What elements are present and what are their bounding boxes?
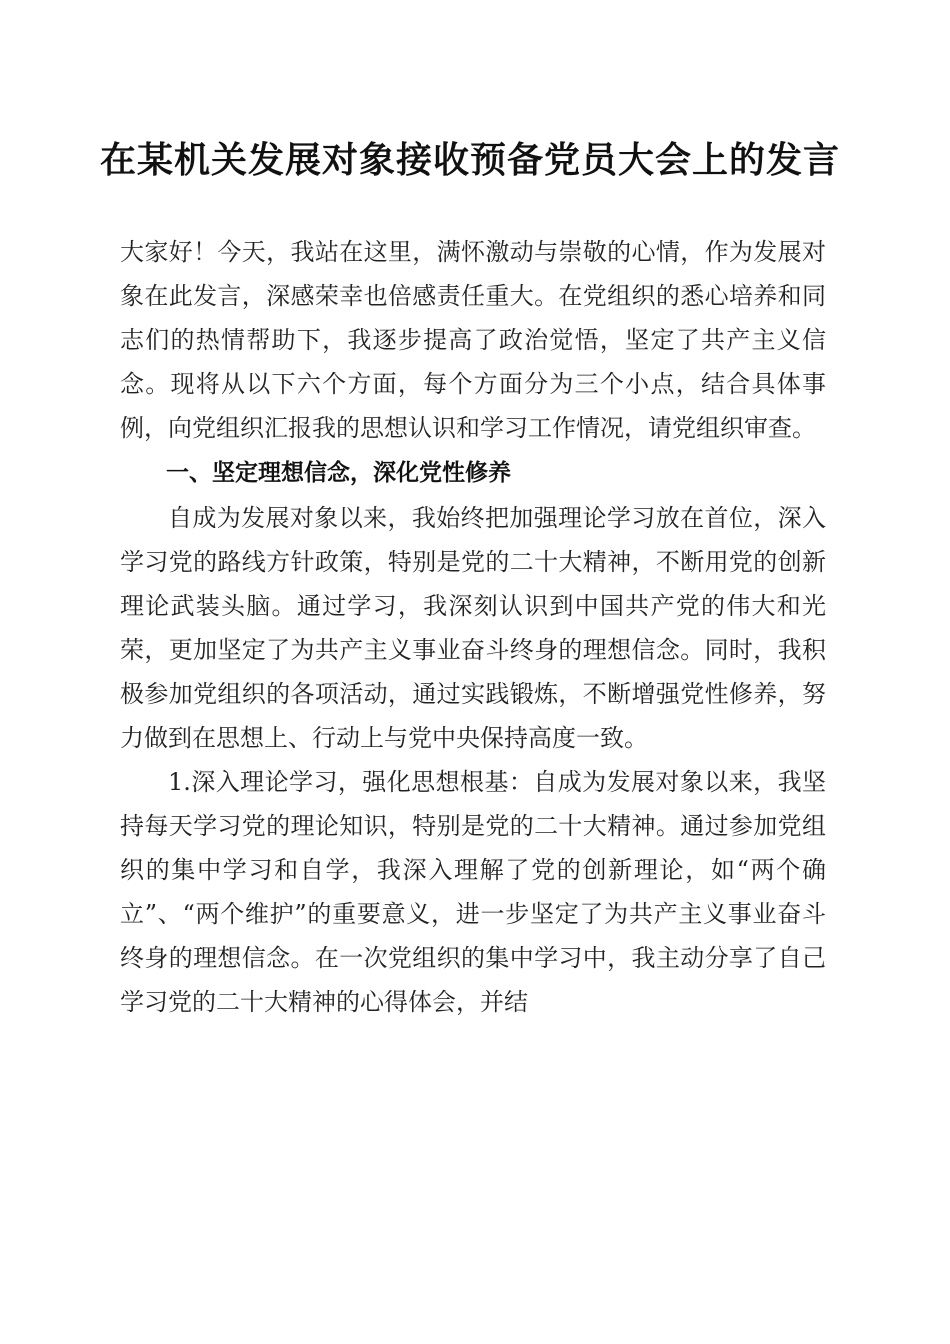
point-paragraph: 1.深入理论学习，强化思想根基：自成为发展对象以来，我坚持每天学习党的理论知识，特别是党的二十大精神。通过参加党组织的集中学习和自学，我深入理解了党的创新理论，如“两个确立”、“两个维护”的重要意义，进一步坚定了为共产主义事业奋斗终身的理想信念。在一次党组织的集中学习中，我主动分享了自己学习党的二十大精神的心得体会，并结 [120,768,826,1016]
section-heading: 一、坚定理想信念，深化党性修养 [166,460,511,486]
document-title: 在某机关发展对象接收预备党员大会上的发言 [99,139,840,181]
document-body [120,230,826,1024]
opening-paragraph: 大家好！今天，我站在这里，满怀激动与崇敬的心情，作为发展对象在此发言，深感荣幸也倍感责任重大。在党组织的悉心培养和同志们的热情帮助下，我逐步提高了政治觉悟，坚定了共产主义信念。现将从以下六个方面，每个方面分为三个小点，结合具体事例，向党组织汇报我的思想认识和学习工作情况，请党组织审查。 [120,238,826,442]
section-paragraph: 自成为发展对象以来，我始终把加强理论学习放在首位，深入学习党的路线方针政策，特别是党的二十大精神，不断用党的创新理论武装头脑。通过学习，我深刻认识到中国共产党的伟大和光荣，更加坚定了为共产主义事业奋斗终身的理想信念。同时，我积极参加党组织的各项活动，通过实践锻炼，不断增强党性修养，努力做到在思想上、行动上与党中央保持高度一致。 [120,504,826,752]
